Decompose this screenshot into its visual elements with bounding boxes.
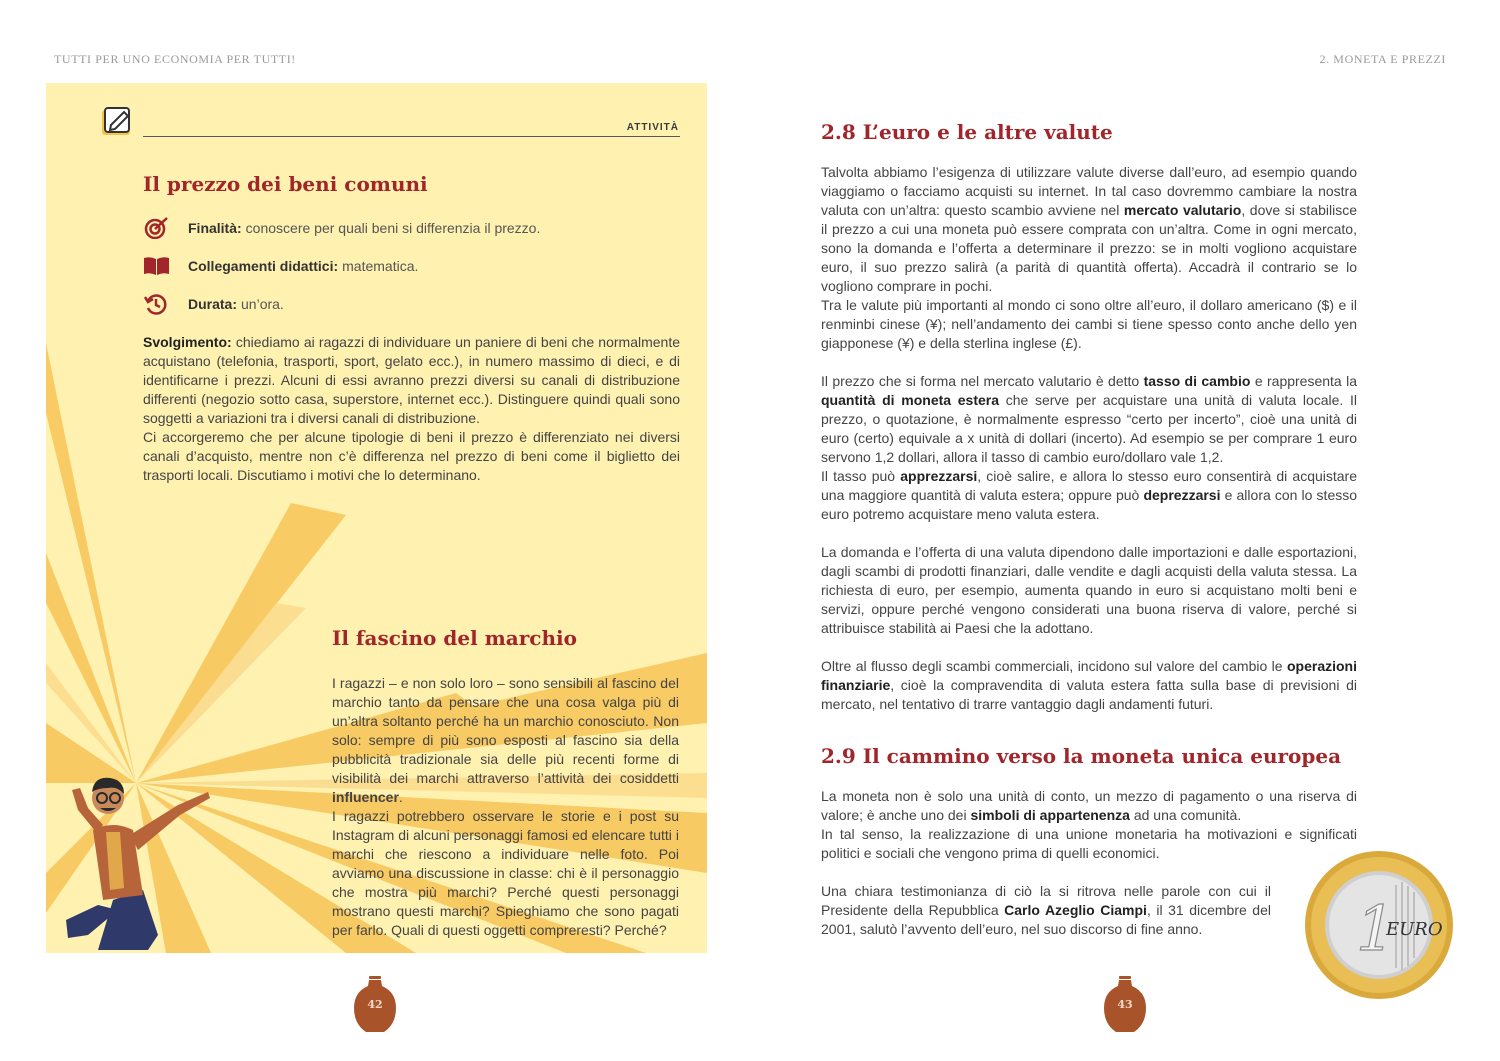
book-icon bbox=[143, 255, 170, 277]
finalita-value: conoscere per quali beni si differenzia il prezzo. bbox=[245, 220, 541, 236]
fascino-title: Il fascino del marchio bbox=[332, 626, 577, 650]
pointing-boy-illustration bbox=[58, 770, 218, 950]
edit-note-icon bbox=[101, 107, 135, 137]
coin-digit: 1 bbox=[1356, 892, 1396, 965]
clock-history-icon bbox=[143, 293, 170, 315]
coin-label: EURO bbox=[1386, 919, 1443, 940]
page-number-left: 42 bbox=[352, 972, 398, 1034]
running-head-right: 2. MONETA E PREZZI bbox=[1319, 52, 1446, 66]
svolgimento-text: Svolgimento: chiediamo ai ragazzi di individuare un paniere di beni che normalmente acquistano (telefonia, trasporti, sport, gelato ecc.), in numero massimo di dieci, e di identificarne i prezzi. Alcuni di essi avranno prezzi diversi su canali di distribuzione differenti (negozio sotto casa, superstore, internet ecc.). Distinguere quindi quali sono soggetti a variazioni tra i diversi canali di distribuzione. Ci accorgeremo che per alcune tipologie di beni il prezzo è differenziato nei diversi canali d’acquisto, mentre non c’è differenza nel prezzo di beni come il biglietto dei trasporti locali. Discutiamo i motivi che lo determinano. bbox=[143, 334, 681, 483]
collegamenti-value: matematica. bbox=[342, 258, 419, 274]
target-icon bbox=[143, 217, 170, 239]
activity-label: ATTIVITÀ bbox=[626, 122, 679, 133]
meta-collegamenti bbox=[143, 255, 418, 277]
meta-finalita bbox=[143, 217, 540, 239]
finalita-label: Finalità: bbox=[188, 220, 242, 236]
section-2-8-body: Talvolta abbiamo l’esigenza di utilizzare valute diverse dall’euro, ad esempio quando viaggiamo o facciamo acquisti su internet. In tal caso dovremmo cambiare la nostra valuta con un’altra: questo scambio avviene nel mercato valutario, dove si stabilisce il prezzo a cui una moneta può essere comprata con un’altra. Come in ogni mercato, sono la domanda e l’offerta a determinare il prezzo: se in molti vogliono acquistare euro, il suo prezzo salirà (a parità di quantità offerta). Accadrà il contrario se lo vogliono comprare in pochi. Tra le valute più importanti al mondo ci sono oltre all’euro, il dollaro americano ($) e il renminbi cinese (¥); nell’andamento dei cambi si tiene spesso conto anche dello yen giapponese (¥) e della sterlina inglese (£). Il prezzo che si forma nel mercato valutario è detto tasso di cambio e rappresenta la quantità di moneta estera che serve per acquistare una unità di valuta locale. Il prezzo, o quotazione, è normalmente espresso “certo per incerto”, cioè una unità di euro (certo) equivale a x unità di dollari (incerto). Ad esempio se per comprare 1 euro servono 1,2 dollari, allora il tasso di cambio euro/dollaro vale 1,2. Il tasso può apprezzarsi, cioè salire, e allora lo stesso euro consentirà di acquistare una maggiore quantità di valuta estera; oppure può deprezzarsi e allora con lo stesso euro potremo acquistare meno valuta estera. La domanda e l’offerta di una valuta dipendono dalle importazioni e dalle esportazioni, dagli scambi di prodotti finanziari, dalle vendite e dagli acquisti della valuta stessa. La richiesta di euro, per esempio, aumenta quando in euro si acquistano molti beni e servizi, oppure perché vengono considerati una buona riserva di valore, perché si attribuisce stabilità ai Paesi che la adottano. Oltre al flusso degli scambi commerciali, incidono sul valore del cambio le operazioni finanziarie, cioè la compravendita di valuta estera fatta sulla base di previsioni di mercato, nel tentativo di trarre vantaggio dagli andamenti futuri. bbox=[821, 164, 1358, 712]
section-2-9-title: 2.9 Il cammino verso la moneta unica europea bbox=[821, 744, 1342, 768]
running-head-left: TUTTI PER UNO ECONOMIA PER TUTTI! bbox=[54, 52, 296, 66]
durata-value: un’ora. bbox=[241, 296, 284, 312]
section-2-8-title: 2.8 L’euro e le altre valute bbox=[821, 120, 1113, 144]
activity-rule bbox=[143, 136, 680, 137]
meta-durata bbox=[143, 293, 284, 315]
fascino-text: I ragazzi – e non solo loro – sono sensibili al fascino del marchio tanto da pensare che una cosa valga più di un’altra soltanto perché ha un marchio conosciuto. Non solo: sempre di più sono esposti al fascino sia della pubblicità tradizionale sia delle più recenti forme di visibilità dei marchi attraverso l’attività dei cosiddetti influencer. I ragazzi potrebbero osservare le storie e i post su Instagram di alcuni personaggi famosi ed elencare tutti i marchi che riescono a individuare nelle foto. Poi avviamo una discussione in classe: chi è il personaggio che mostra più marchi? Perché questi personaggi mostrano questi marchi? Spieghiamo che sono pagati per farlo. Quali di questi oggetti compreresti? Perché? bbox=[332, 675, 679, 938]
activity-title: Il prezzo dei beni comuni bbox=[143, 172, 428, 196]
page-number-right: 43 bbox=[1102, 972, 1148, 1034]
collegamenti-label: Collegamenti didattici: bbox=[188, 258, 339, 274]
durata-label: Durata: bbox=[188, 296, 238, 312]
section-2-9-body: La moneta non è solo una unità di conto, un mezzo di pagamento o una riserva di valore; è anche uno dei simboli di appartenenza ad una comunità. In tal senso, la realizzazione di una unione monetaria ha motivazioni e significati politici e sociali che vengono prima di quelli economici. Una chiara testimonianza di ciò la si ritrova nelle parole con cui il Presidente della Repubblica Carlo Azeglio Ciampi, il 31 dicembre del 2001, salutò l’avvento dell’euro, nel suo discorso di fine anno. bbox=[821, 788, 1357, 937]
one-euro-coin-illustration bbox=[1304, 850, 1454, 1000]
